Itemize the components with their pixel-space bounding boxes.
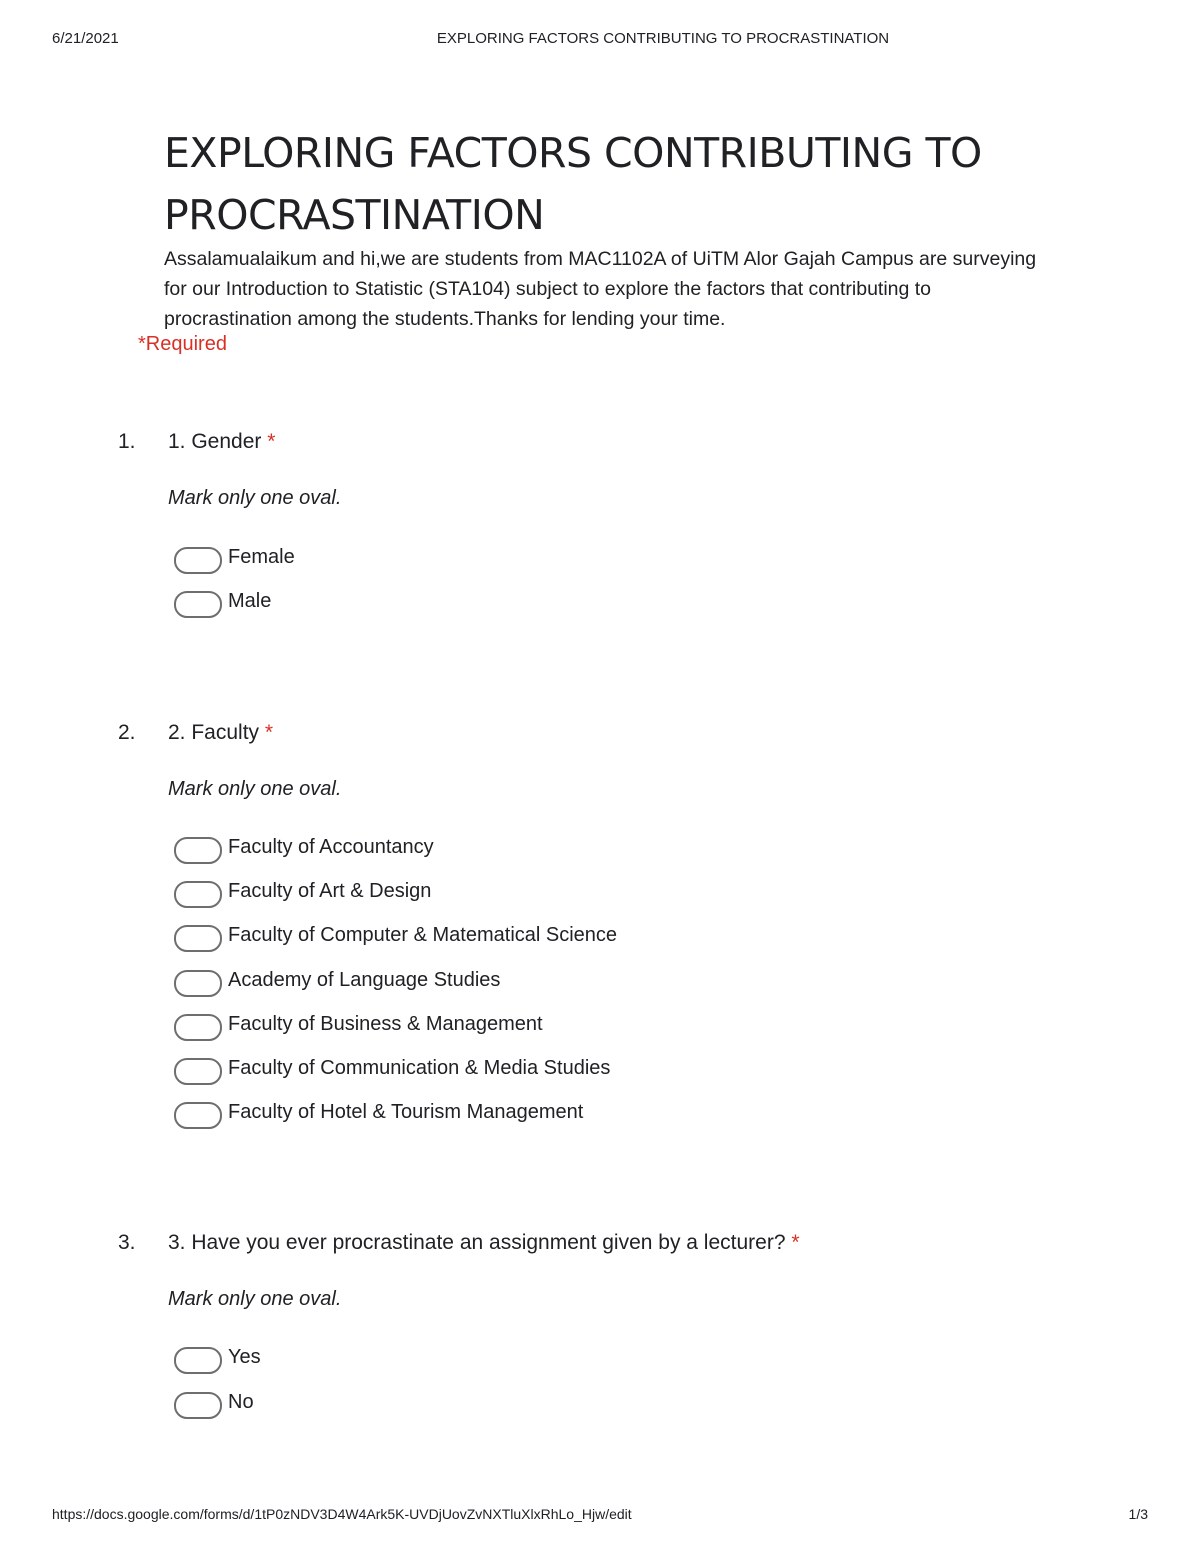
required-asterisk: * (264, 721, 274, 744)
radio-oval[interactable] (174, 1058, 222, 1085)
form-description: Assalamualaikum and hi,we are students from MAC1102A of UiTM Alor Gajah Campus are surveying for our Introduction to Statistic (STA104) subject to explore the factors that contributing to procrastination among the students.Thanks for lending your time. (164, 248, 1037, 330)
option-label: Academy of Language Studies (228, 969, 501, 991)
option-yes[interactable] (174, 1345, 874, 1375)
question-title (168, 721, 273, 745)
required-asterisk: * (267, 430, 276, 453)
option-label: Female (228, 546, 295, 568)
page-number: 1/3 (1128, 1506, 1148, 1522)
radio-oval[interactable] (174, 881, 222, 908)
radio-oval[interactable] (174, 547, 222, 574)
option-label: Faculty of Business & Management (228, 1013, 543, 1035)
question-hint: Mark only one oval. (168, 778, 342, 800)
print-url: https://docs.google.com/forms/d/1tP0zNDV3D4W4Ark5K-UVDjUovZvNXTluXlxRhLo_Hjw/edit (52, 1506, 632, 1522)
required-note: *Required (138, 333, 227, 355)
option-label: Faculty of Computer & Matematical Science (228, 924, 618, 946)
question-title-text: 1. Gender (168, 430, 262, 453)
print-header-title: EXPLORING FACTORS CONTRIBUTING TO PROCRASTINATION (436, 30, 890, 47)
radio-oval[interactable] (174, 1014, 222, 1041)
option-label: Faculty of Art & Design (228, 880, 432, 902)
question-number: 1. (118, 430, 136, 453)
print-date: 6/21/2021 (52, 30, 119, 47)
option-female[interactable] (174, 545, 874, 575)
radio-oval[interactable] (174, 591, 222, 618)
option-academy-language-studies[interactable] (174, 968, 874, 998)
option-label: Faculty of Hotel & Tourism Management (228, 1101, 584, 1123)
required-asterisk: * (791, 1231, 800, 1254)
option-label: No (228, 1391, 254, 1413)
radio-oval[interactable] (174, 970, 222, 997)
option-label: Male (228, 590, 272, 612)
option-faculty-business-management[interactable] (174, 1012, 874, 1042)
radio-oval[interactable] (174, 1347, 222, 1374)
question-title (168, 430, 275, 454)
option-label: Yes (228, 1346, 261, 1368)
option-faculty-accountancy[interactable] (174, 835, 874, 865)
option-label: Faculty of Accountancy (228, 836, 434, 858)
print-header (0, 30, 1200, 50)
option-faculty-computer-science[interactable] (174, 923, 874, 953)
form-title: EXPLORING FACTORS CONTRIBUTING TO PROCRASTINATION (164, 129, 982, 239)
print-footer (0, 1506, 1200, 1526)
option-faculty-communication-media[interactable] (174, 1056, 874, 1086)
question-number: 2. (118, 721, 136, 744)
radio-oval[interactable] (174, 1392, 222, 1419)
question-hint: Mark only one oval. (168, 487, 342, 509)
option-faculty-hotel-tourism[interactable] (174, 1100, 874, 1130)
question-number: 3. (118, 1231, 136, 1254)
option-faculty-art-design[interactable] (174, 879, 874, 909)
option-no[interactable] (174, 1390, 874, 1420)
option-label: Faculty of Communication & Media Studies (228, 1057, 611, 1079)
radio-oval[interactable] (174, 1102, 222, 1129)
question-hint: Mark only one oval. (168, 1288, 342, 1310)
option-male[interactable] (174, 589, 874, 619)
question-title (168, 1231, 800, 1255)
radio-oval[interactable] (174, 925, 222, 952)
question-title-text: 3. Have you ever procrastinate an assignment given by a lecturer? (168, 1231, 786, 1254)
radio-oval[interactable] (174, 837, 222, 864)
question-title-text: 2. Faculty (168, 721, 260, 744)
